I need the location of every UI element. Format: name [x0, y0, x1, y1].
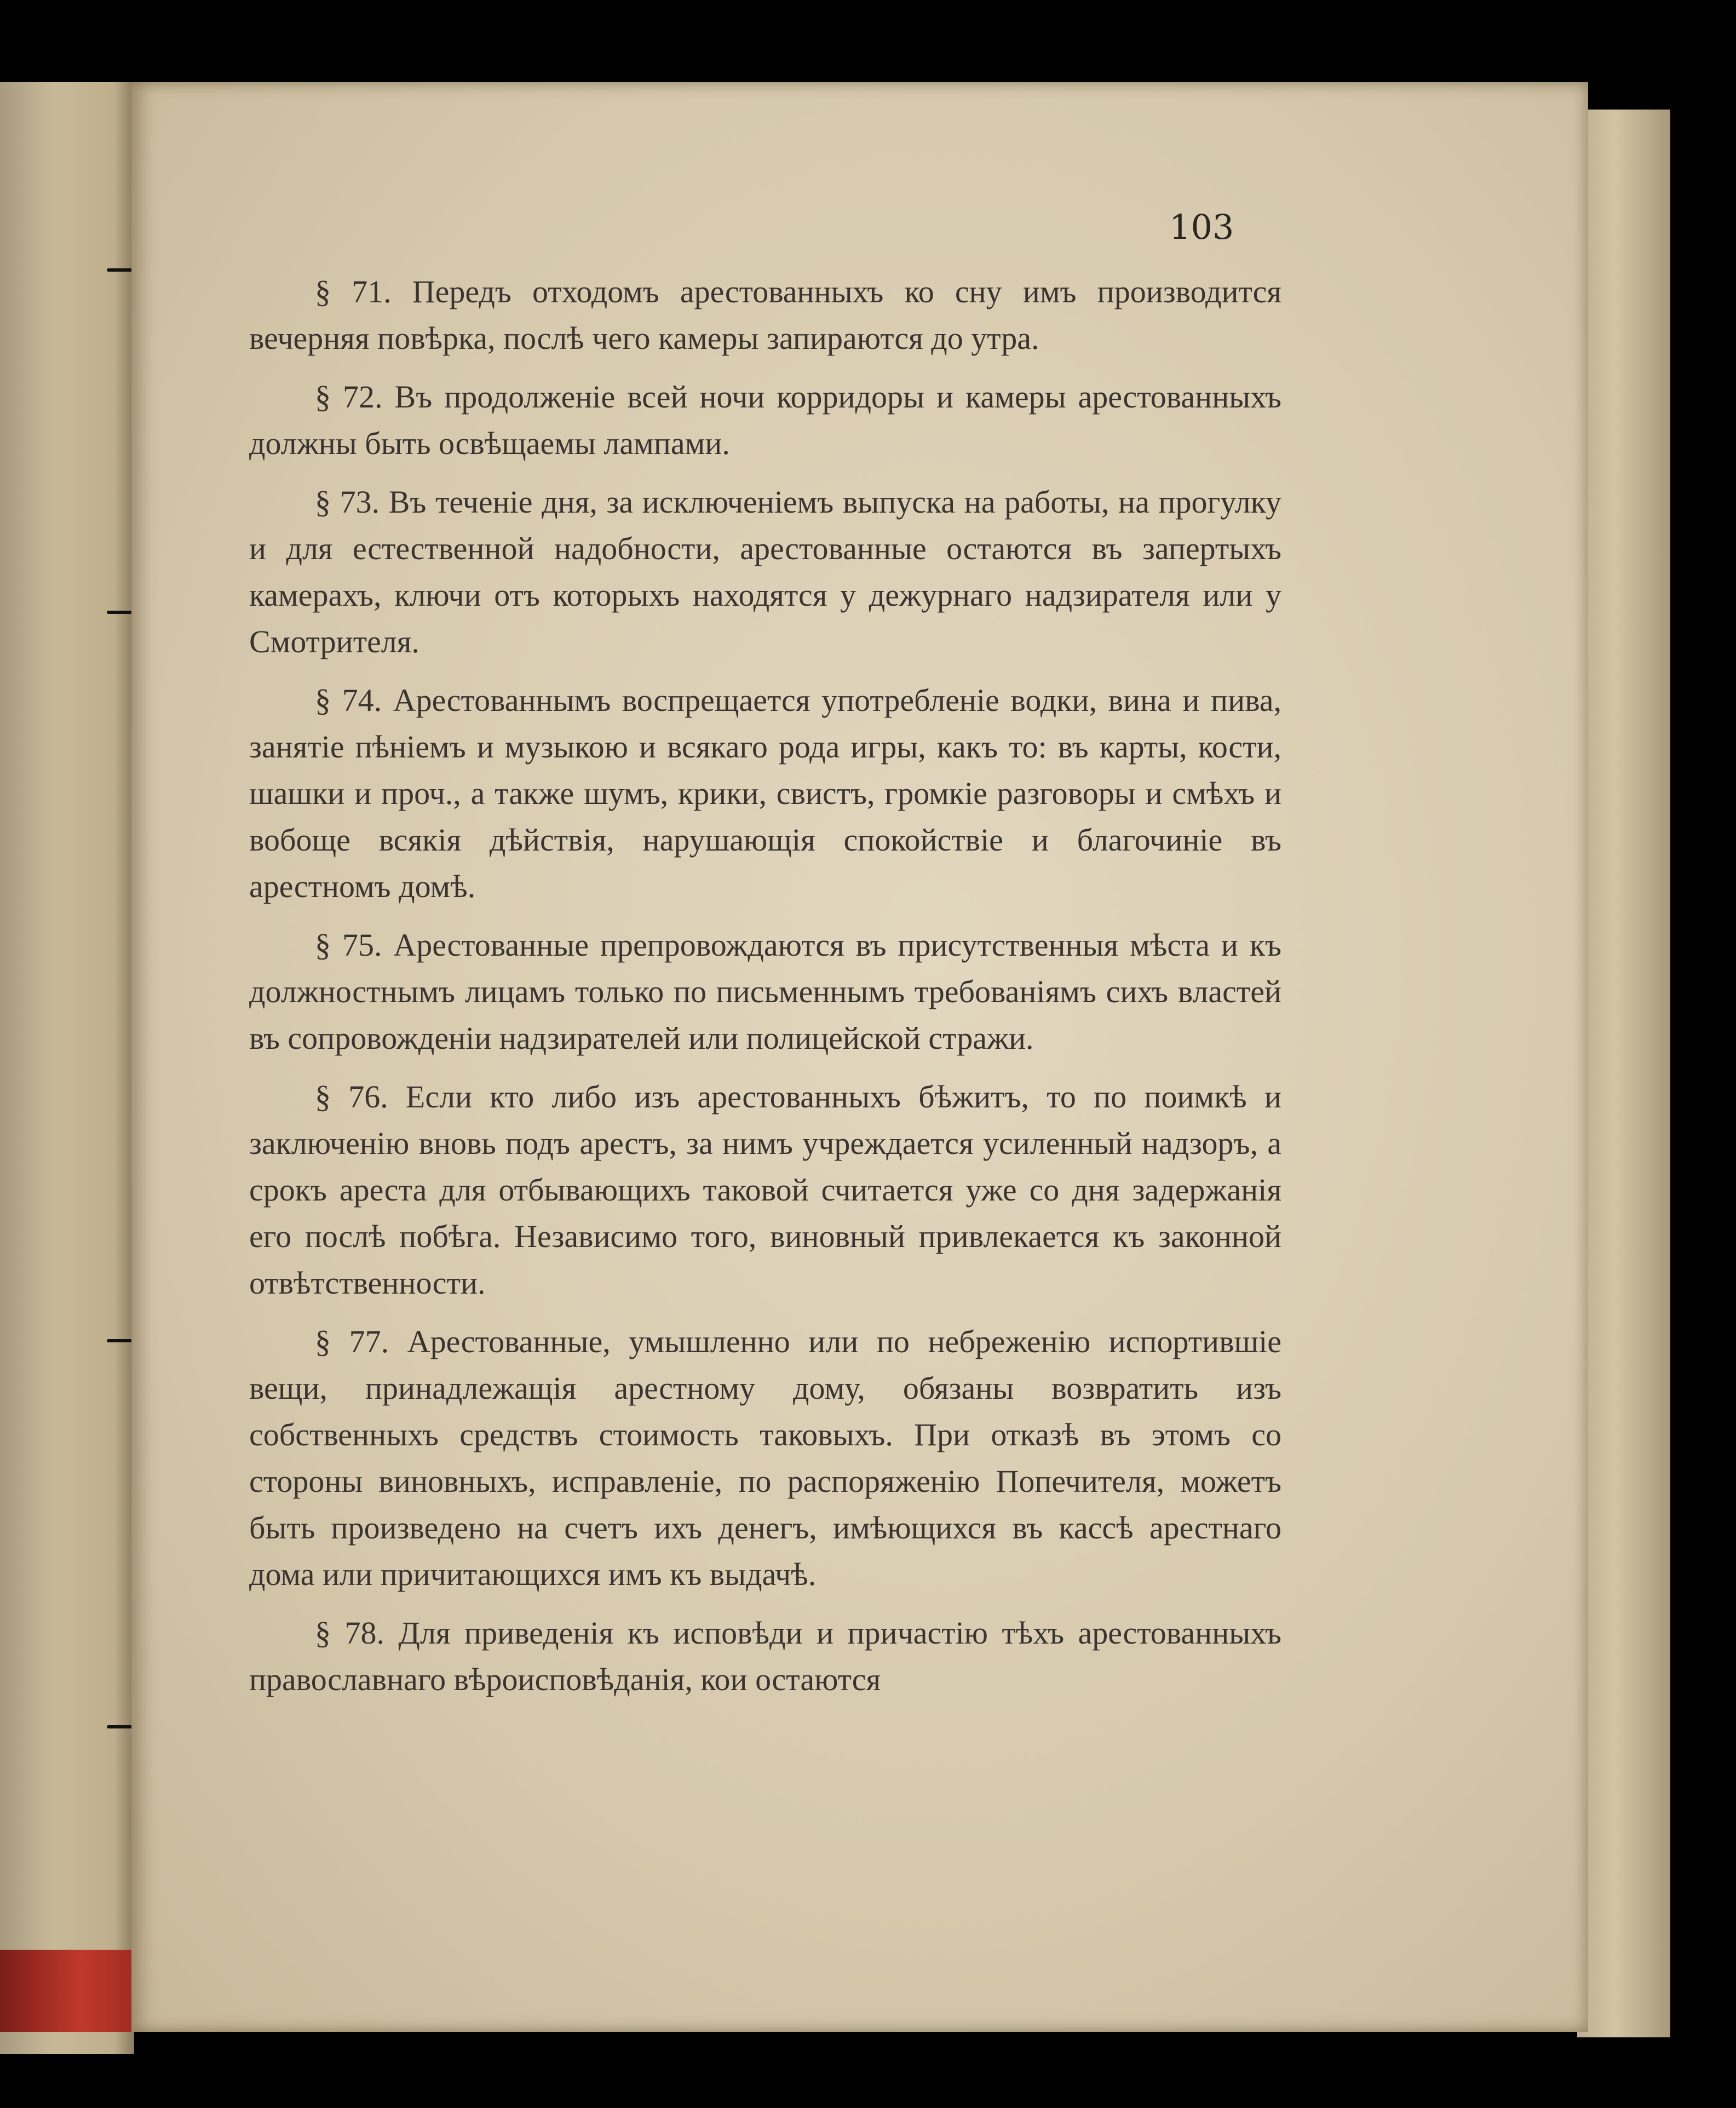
page-number: 103 [1169, 207, 1234, 247]
paragraph-71: § 71. Передъ отходомъ арестованныхъ ко сну имъ производится вечерняя повѣрка, послѣ чего камеры запираются до утра. [249, 274, 1281, 356]
paragraph-72: § 72. Въ продолженіе всей ночи корридоры и камеры арестованныхъ должны быть освѣщаемы лампами. [249, 379, 1281, 461]
paragraph-73: § 73. Въ теченіе дня, за исключеніемъ выпуска на работы, на прогулку и для естественной надобности, арестованные остаются въ запертыхъ камерахъ, ключи отъ которыхъ находятся у дежурнаго надзирателя или у Смотрителя. [249, 484, 1281, 659]
paragraph-76: § 76. Если кто либо изъ арестованныхъ бѣжитъ, то по поимкѣ и заключенію вновь подъ арестъ, за нимъ учреждается усиленный надзоръ, а срокъ ареста для отбывающихъ таковой считается уже со дня задержанія его послѣ побѣга. Независимо того, виновный привлекается къ законной отвѣтственности. [249, 1079, 1281, 1301]
left-page-edge [0, 82, 134, 2054]
paragraph-74: § 74. Арестованнымъ воспрещается употребленіе водки, вина и пива, занятіе пѣніемъ и музыкою и всякаго рода игры, какъ то: въ карты, кости, шашки и проч., а также шумъ, крики, свистъ, громкіе разговоры и смѣхъ и вобоще всякія дѣйствія, нарушающія спокойствіе и благочиніе въ арестномъ домѣ. [249, 682, 1281, 904]
paragraph-77: § 77. Арестованные, умышленно или по небреженію испортившіе вещи, принадлежащія арестному дому, обязаны возвратить изъ собственныхъ средствъ стоимость таковыхъ. При отказѣ въ этомъ со стороны виновныхъ, исправленіе, по распоряженію Попечителя, можетъ быть произведено на счетъ ихъ денегъ, имѣющихся въ кассѣ арестнаго дома или причитающихся имъ къ выдачѣ. [249, 1324, 1281, 1592]
page-text [249, 268, 1281, 1715]
paragraph-78: § 78. Для приведенія къ исповѣди и причастію тѣхъ арестованныхъ православнаго вѣроисповѣданія, кои остаются [249, 1615, 1281, 1697]
back-pages-edge [1577, 110, 1670, 2037]
paragraph-75: § 75. Арестованные препровождаются въ присутственныя мѣста и къ должностнымъ лицамъ только по письменнымъ требованіямъ сихъ властей въ сопровожденіи надзирателей или полицейской стражи. [249, 927, 1281, 1056]
